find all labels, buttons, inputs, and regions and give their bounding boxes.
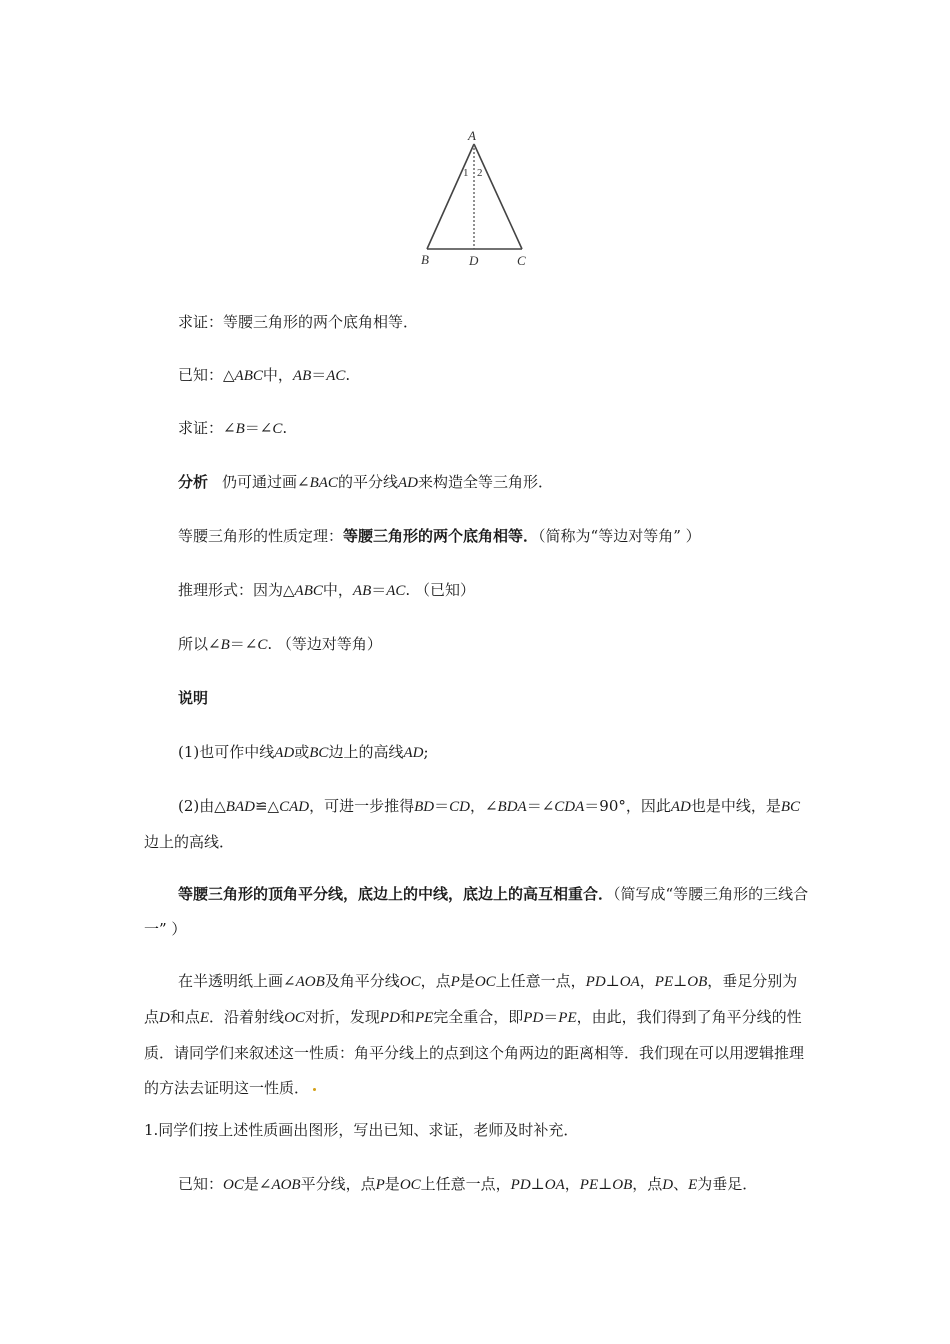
theorem-note: （简称为“等边对等角” ）	[538, 527, 701, 545]
prove-prefix: 求证：∠	[178, 419, 236, 437]
reason-prefix: 推理形式：因为△	[178, 581, 295, 599]
theorem-line	[178, 526, 701, 546]
triangle-diagram	[412, 124, 538, 274]
g-a: 已知：	[178, 1175, 224, 1193]
g-pd: PD	[510, 1177, 531, 1193]
bis-i: ，垂足分别为点	[144, 972, 798, 1026]
theorem-bold: 等腰三角形的两个底角相等．	[343, 527, 539, 545]
g-f: ⊥	[530, 1175, 545, 1193]
note1-ad: AD	[274, 745, 295, 761]
note1-bc: BC	[309, 745, 329, 761]
side-ac	[474, 144, 522, 249]
bis-pd3: PD	[523, 1010, 544, 1026]
given-eq: ＝	[311, 366, 327, 384]
g-oc2: OC	[399, 1177, 421, 1193]
note2-i: 边上的高线．	[144, 833, 235, 851]
side-ab	[427, 144, 474, 249]
g-ee: E	[688, 1177, 698, 1193]
reason-ac: AC	[386, 583, 406, 599]
given-mid: 中，	[262, 366, 293, 384]
theorem-prefix: 等腰三角形的性质定理：	[178, 527, 344, 545]
prove-eq: ＝∠	[244, 419, 273, 437]
note2-cda: CDA	[554, 799, 585, 815]
so-c: C	[257, 637, 268, 653]
bis-oc2: OC	[474, 974, 496, 990]
reason-end: . （已知）	[405, 581, 475, 599]
so-line	[178, 634, 382, 655]
prove-b: B	[235, 421, 245, 437]
label-c: C	[517, 253, 526, 268]
note2-a: (2)由△	[178, 797, 226, 815]
note2-bc: BC	[780, 799, 801, 815]
label-angle-2: 2	[477, 167, 483, 179]
note2-bad: BAD	[225, 799, 255, 815]
so-prefix: 所以∠	[178, 635, 221, 653]
reason-line	[178, 580, 475, 601]
note2-cad: CAD	[279, 799, 310, 815]
g-k: 为垂足．	[697, 1175, 758, 1193]
bis-k: ．沿着射线	[209, 1008, 285, 1026]
so-b: B	[220, 637, 230, 653]
given-line	[178, 365, 350, 386]
g-oc: OC	[223, 1177, 244, 1193]
g-pe: PE	[579, 1177, 599, 1193]
g-oa: OA	[544, 1177, 565, 1193]
triangle-figure	[412, 124, 538, 274]
reason-ab: AB	[352, 583, 372, 599]
bis-pe3: PE	[558, 1010, 577, 1026]
bis-b: 及角平分线	[324, 972, 400, 990]
note2-paragraph	[144, 789, 810, 860]
task1-line: 1.同学们按上述性质画出图形，写出已知、求证，老师及时补充．	[144, 1121, 579, 1139]
note2-cd: CD	[449, 799, 470, 815]
bis-ob: OB	[687, 974, 708, 990]
note2-e: ，∠	[469, 797, 498, 815]
note1-prefix: (1)也可作中线	[178, 743, 275, 761]
prove-end: .	[282, 419, 288, 437]
note2-ad: AD	[670, 799, 691, 815]
bis-pe2: PE	[414, 1010, 434, 1026]
bis-pd2: PD	[379, 1010, 400, 1026]
note2-b: ≌△	[254, 797, 280, 815]
reason-eq: ＝	[371, 581, 387, 599]
bis-p: P	[450, 974, 460, 990]
bis-oa: OA	[619, 974, 640, 990]
bis-pe: PE	[654, 974, 674, 990]
note1-line	[178, 742, 429, 763]
given-prefix: 已知：△	[178, 366, 235, 384]
g-dd: D	[662, 1177, 674, 1193]
bisector-paragraph	[144, 964, 810, 1106]
three-lines-paragraph	[144, 877, 810, 947]
g-ob: OB	[612, 1177, 633, 1193]
three-bold: 等腰三角形的顶角平分线，底边上的中线，底边上的高互相重合．	[178, 885, 614, 903]
analysis-bac: BAC	[309, 475, 338, 491]
so-eq: ＝∠	[229, 635, 258, 653]
bis-pd: PD	[585, 974, 606, 990]
bis-o: ＝	[543, 1008, 559, 1026]
note2-bda: BDA	[497, 799, 527, 815]
g-c: 平分线，点	[300, 1175, 376, 1193]
bis-p2: ，由此，我们得到了角平分线的性质．请同学们来叙述这一性质：角平分线上的点到这个角两边的距离相等．我们现在可以用逻辑推理的方法去证明这一性质．	[144, 1008, 805, 1097]
bis-e: 上任意一点，	[495, 972, 586, 990]
note1-end: ;	[423, 743, 429, 761]
bis-aob: AOB	[295, 974, 325, 990]
given-ab: AB	[292, 368, 312, 384]
bis-h: ⊥	[673, 972, 688, 990]
note2-c: ，可进一步推得	[309, 797, 415, 815]
g-b: 是∠	[243, 1175, 272, 1193]
note1-b: 边上的高线	[328, 743, 404, 761]
note2-bd: BD	[414, 799, 435, 815]
note2-h: 也是中线，是	[690, 797, 781, 815]
g-e: 上任意一点，	[420, 1175, 511, 1193]
analysis-line	[178, 472, 553, 493]
label-angle-1: 1	[463, 167, 469, 179]
bis-m: 和	[399, 1008, 415, 1026]
analysis-ad: AD	[397, 475, 418, 491]
prove-line	[178, 418, 287, 439]
g-j: 、	[673, 1175, 689, 1193]
bis-f: ⊥	[605, 972, 620, 990]
bis-g: ，	[639, 972, 655, 990]
reason-abc: ABC	[294, 583, 323, 599]
three-note: （简写成“等腰三角形的三线合一” ）	[144, 885, 809, 938]
label-b: B	[421, 252, 429, 267]
g-d: 是	[384, 1175, 400, 1193]
bis-dd: D	[159, 1010, 170, 1026]
note2-f: ＝∠	[526, 797, 555, 815]
analysis-b: 的平分线	[337, 473, 398, 491]
g-i: ，点	[632, 1175, 663, 1193]
note1-ad2: AD	[403, 745, 424, 761]
analysis-a: 仍可通过画∠	[222, 473, 310, 491]
g-g: ，	[564, 1175, 580, 1193]
given-end: .	[345, 366, 351, 384]
bis-a: 在半透明纸上画∠	[178, 972, 296, 990]
bis-c: ，点	[420, 972, 451, 990]
given-ac: AC	[326, 368, 346, 384]
bis-d: 是	[459, 972, 475, 990]
so-end: . （等边对等角）	[267, 635, 382, 653]
bis-j: 和点	[169, 1008, 200, 1026]
prove-c: C	[272, 421, 283, 437]
bis-l: 对折，发现	[304, 1008, 380, 1026]
analysis-label: 分析	[178, 473, 209, 491]
g-h: ⊥	[598, 1175, 613, 1193]
given2-line	[178, 1174, 757, 1195]
note2-d: ＝	[434, 797, 450, 815]
analysis-c: 来构造全等三角形．	[417, 473, 553, 491]
explain-heading	[178, 688, 208, 708]
ink-dot	[313, 1088, 316, 1091]
explain-label: 说明	[178, 689, 209, 707]
g-aob: AOB	[271, 1177, 301, 1193]
label-a: A	[468, 128, 476, 143]
bis-oc3: OC	[284, 1010, 305, 1026]
note2-g: ＝90°，因此	[584, 797, 671, 815]
note1-mid: 或	[294, 743, 310, 761]
bis-n: 完全重合，即	[433, 1008, 524, 1026]
bis-ee: E	[199, 1010, 210, 1026]
given-abc: ABC	[234, 368, 263, 384]
g-p: P	[375, 1177, 385, 1193]
label-d: D	[469, 253, 479, 268]
bis-oc: OC	[399, 974, 421, 990]
prove-title: 求证：等腰三角形的两个底角相等．	[178, 313, 419, 331]
reason-mid: 中，	[322, 581, 353, 599]
